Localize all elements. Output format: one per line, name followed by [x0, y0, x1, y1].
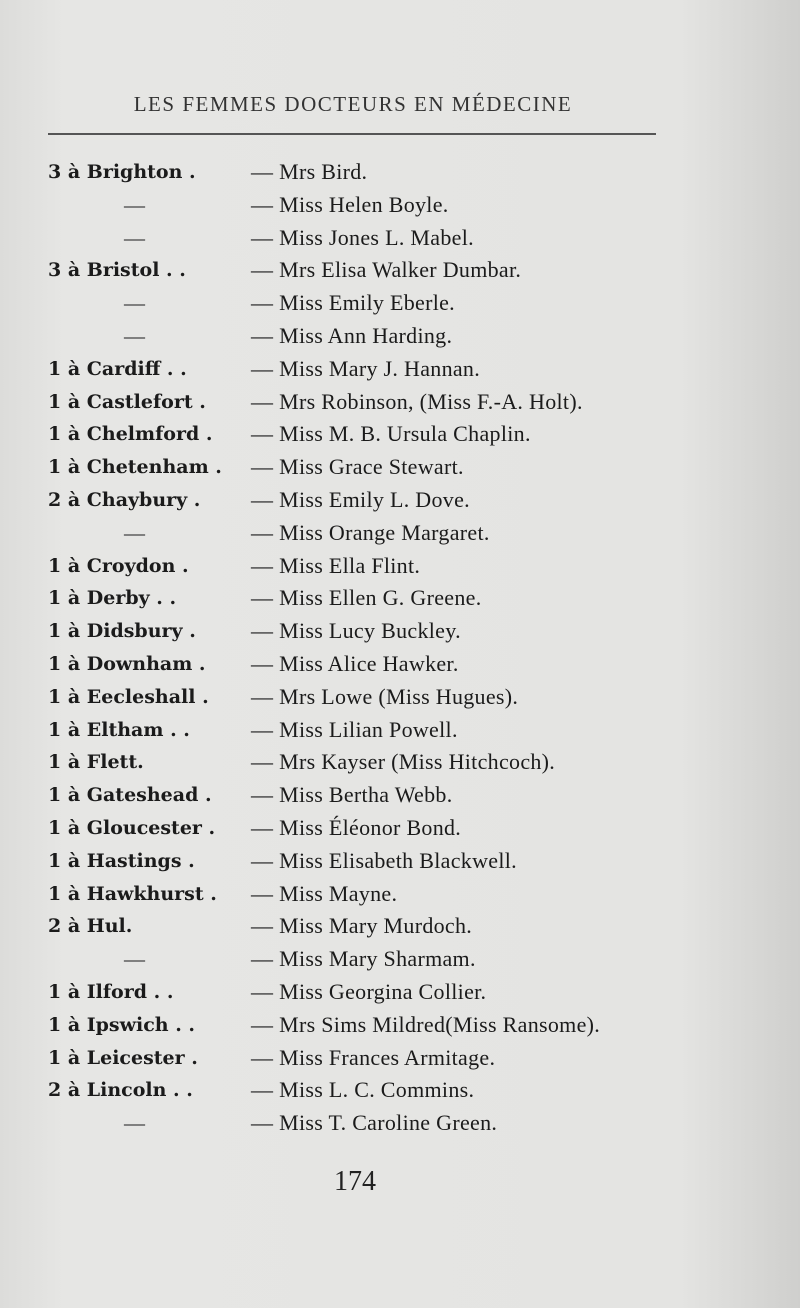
entry-place: 1 à Castlefort .	[48, 390, 206, 413]
entry-name: — Miss Ann Harding.	[251, 322, 453, 348]
list-item	[0, 386, 800, 419]
entry-place: 1 à Ilford . .	[48, 980, 174, 1003]
entry-place: —	[124, 323, 145, 348]
entry-place: 1 à Eecleshall .	[48, 685, 209, 708]
entry-place: 3 à Bristol . .	[48, 259, 186, 282]
entry-name: — Miss Frances Armitage.	[251, 1044, 496, 1070]
entry-place: 1 à Chetenham .	[48, 456, 222, 479]
entry-name: — Miss Mary J. Hannan.	[251, 355, 481, 381]
list-item	[0, 254, 800, 287]
entry-place: 1 à Derby . .	[48, 587, 177, 610]
list-item	[0, 746, 800, 779]
entries-list	[0, 156, 800, 1140]
entry-name: — Miss Lilian Powell.	[251, 716, 458, 742]
list-item	[0, 1042, 800, 1075]
entry-name: — Miss Alice Hawker.	[251, 650, 459, 676]
entry-name: — Miss Grace Stewart.	[251, 454, 464, 480]
page-number: 174	[334, 1166, 376, 1197]
list-item	[0, 681, 800, 714]
list-item	[0, 517, 800, 550]
entry-name: — Miss Elisabeth Blackwell.	[251, 847, 517, 873]
list-item	[0, 287, 800, 320]
list-item	[0, 779, 800, 812]
entry-name: — Miss Emily L. Dove.	[251, 486, 470, 512]
entry-name: — Mrs Sims Mildred(Miss Ransome).	[251, 1011, 601, 1037]
entry-name: — Miss M. B. Ursula Chaplin.	[251, 421, 531, 447]
list-item	[0, 943, 800, 976]
list-item	[0, 418, 800, 451]
list-item	[0, 484, 800, 517]
entry-place: —	[124, 291, 145, 316]
list-item	[0, 550, 800, 583]
entry-name: — Miss Emily Eberle.	[251, 290, 455, 316]
list-item	[0, 714, 800, 747]
entry-name: — Miss Georgina Collier.	[251, 978, 487, 1004]
list-item	[0, 582, 800, 615]
entry-place: 2 à Chaybury .	[48, 488, 201, 511]
header-rule	[48, 133, 656, 135]
entry-place: 1 à Hawkhurst .	[48, 882, 217, 905]
entry-place: 1 à Ipswich . .	[48, 1013, 196, 1036]
list-item	[0, 812, 800, 845]
entry-place: 3 à Brighton .	[48, 161, 196, 183]
list-item	[0, 845, 800, 878]
entry-name: — Mrs Lowe (Miss Hugues).	[251, 683, 519, 709]
list-item	[0, 1107, 800, 1140]
entry-place: 1 à Leicester .	[48, 1046, 198, 1069]
entry-name: — Miss Ella Flint.	[251, 552, 421, 578]
list-item	[0, 156, 800, 189]
entry-name: — Miss Ellen G. Greene.	[251, 585, 482, 611]
entry-name: — Mrs Kayser (Miss Hitchcoch).	[251, 749, 556, 775]
list-item	[0, 1009, 800, 1042]
entry-place: 1 à Cardiff . .	[48, 357, 187, 380]
entry-name: — Miss Bertha Webb.	[251, 782, 453, 808]
entry-place: —	[124, 1111, 145, 1136]
entry-name: — Miss Jones L. Mabel.	[251, 224, 474, 250]
entry-place: 1 à Downham .	[48, 652, 206, 675]
entry-name: — Mrs Bird.	[251, 159, 368, 184]
entry-place: 1 à Croydon .	[48, 554, 189, 577]
entry-place: —	[124, 947, 145, 972]
list-item	[0, 353, 800, 386]
entry-name: — Miss Mary Sharmam.	[251, 946, 476, 972]
list-item	[0, 648, 800, 681]
entry-name: — Mrs Elisa Walker Dumbar.	[251, 257, 522, 283]
entry-name: — Miss Mary Murdoch.	[251, 913, 473, 939]
entry-name: — Mrs Robinson, (Miss F.-A. Holt).	[251, 388, 583, 414]
entry-name: — Miss Lucy Buckley.	[251, 618, 461, 644]
entry-place: 2 à Lincoln . .	[48, 1079, 193, 1102]
entry-place: —	[124, 192, 145, 217]
entry-place: 1 à Gloucester .	[48, 816, 216, 839]
entry-place: 1 à Didsbury .	[48, 620, 196, 643]
entry-place: 1 à Flett.	[48, 751, 144, 774]
entry-place: 1 à Gateshead .	[48, 784, 212, 807]
entry-name: — Miss Éléonor Bond.	[251, 814, 462, 840]
list-item	[0, 878, 800, 911]
list-item	[0, 1074, 800, 1107]
entry-name: — Miss Orange Margaret.	[251, 519, 490, 545]
list-item	[0, 910, 800, 943]
entry-name: — Miss L. C. Commins.	[251, 1077, 475, 1103]
entry-place: 1 à Chelmford .	[48, 423, 213, 446]
entry-name: — Miss Mayne.	[251, 880, 398, 906]
entry-name: — Miss Helen Boyle.	[251, 191, 449, 217]
list-item	[0, 320, 800, 353]
list-item	[0, 189, 800, 222]
entry-place: —	[124, 225, 145, 250]
entry-place: 1 à Eltham . .	[48, 718, 190, 741]
list-item	[0, 976, 800, 1009]
list-item	[0, 451, 800, 484]
entry-place: —	[124, 520, 145, 545]
entry-place: 1 à Hastings .	[48, 849, 195, 872]
running-header: LES FEMMES DOCTEURS EN MÉDECINE	[133, 92, 573, 116]
entry-name: — Miss T. Caroline Green.	[251, 1110, 498, 1136]
entry-place: 2 à Hul.	[48, 915, 133, 938]
list-item	[0, 222, 800, 255]
list-item	[0, 615, 800, 648]
